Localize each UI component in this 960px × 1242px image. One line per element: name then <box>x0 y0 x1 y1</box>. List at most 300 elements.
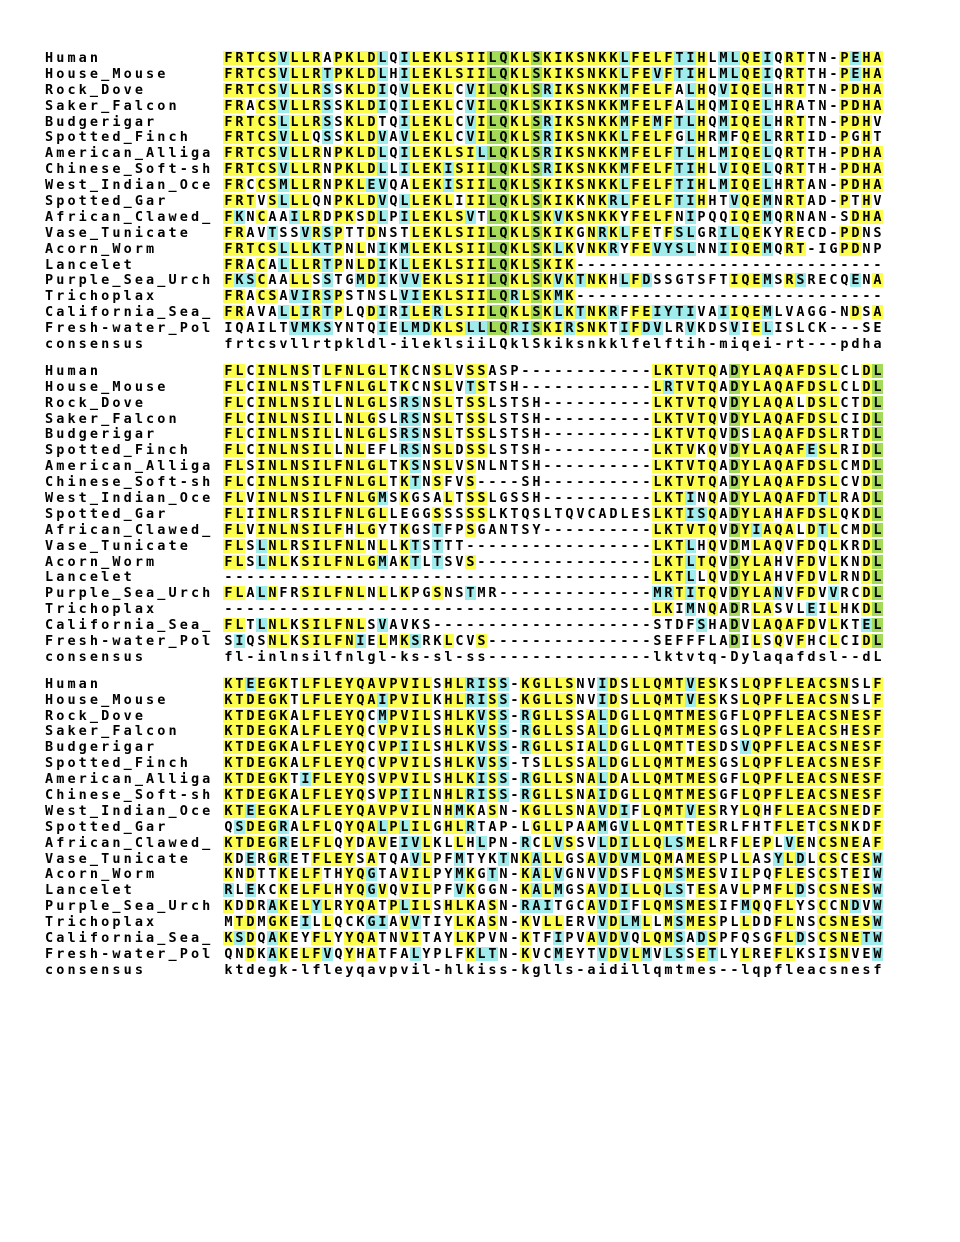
residue-cell: - <box>554 521 563 538</box>
residue-cell: L <box>829 505 838 522</box>
alignment-block-3 <box>45 676 883 978</box>
residue-cell: N <box>345 410 354 427</box>
residue-cell: I <box>741 320 750 337</box>
residue-cell: G <box>367 882 376 899</box>
residue-cell: A <box>873 272 882 289</box>
residue-cell: - <box>455 601 464 618</box>
residue-cell: - <box>598 426 607 443</box>
residue-cell: - <box>609 458 618 475</box>
sequence-label: consensus <box>45 961 147 978</box>
residue-cell: L <box>279 633 288 649</box>
residue-cell: D <box>818 224 827 241</box>
residue-cell: K <box>565 192 574 209</box>
residue-cell: L <box>422 802 431 819</box>
residue-cell: A <box>620 771 629 788</box>
residue-cell: I <box>477 161 486 178</box>
residue-cell: Q <box>708 489 717 506</box>
residue-cell: S <box>829 945 838 962</box>
residue-cell: l <box>444 335 453 352</box>
residue-cell: K <box>510 81 519 98</box>
residue-cell: S <box>466 553 475 570</box>
residue-cell: L <box>873 458 882 475</box>
residue-cell: - <box>466 537 475 554</box>
residue-cell: L <box>620 914 629 931</box>
residue-cell: D <box>609 675 618 692</box>
residue-cell: L <box>444 224 453 241</box>
alignment-row <box>45 617 883 633</box>
residue-cell: A <box>807 675 816 692</box>
residue-cell: I <box>730 866 739 883</box>
residue-cell: S <box>521 474 530 491</box>
residue-cell: N <box>587 224 596 241</box>
residue-cell: - <box>532 537 541 554</box>
residue-cell: Q <box>708 458 717 475</box>
alignment-row <box>45 930 883 946</box>
residue-cell: E <box>290 866 299 883</box>
residue-cell: L <box>301 145 310 162</box>
residue-cell: T <box>708 945 717 962</box>
residue-cell: F <box>675 633 684 649</box>
residue-cell: k <box>543 335 552 352</box>
residue-cell: I <box>851 633 860 649</box>
residue-cell: N <box>587 161 596 178</box>
residue-cell: K <box>433 691 442 708</box>
residue-cell: Y <box>378 521 387 538</box>
residue-cell: E <box>851 866 860 883</box>
residue-cell: S <box>477 505 486 522</box>
residue-cell: K <box>224 787 233 804</box>
residue-cell: - <box>774 335 783 352</box>
residue-cell: L <box>290 177 299 194</box>
residue-cell: K <box>235 272 244 289</box>
residue-cell: S <box>620 866 629 883</box>
residue-cell: - <box>510 723 519 740</box>
residue-cell: I <box>400 113 409 130</box>
residue-cell: L <box>323 850 332 867</box>
residue-cell: n <box>840 961 849 978</box>
residue-cell: F <box>774 691 783 708</box>
residue-cell: - <box>609 378 618 395</box>
residue-cell: E <box>752 320 761 337</box>
residue-cell: V <box>719 866 728 883</box>
residue-cell: T <box>477 208 486 225</box>
residue-cell: p <box>763 961 772 978</box>
residue-cell: D <box>730 426 739 443</box>
residue-cell: N <box>587 129 596 146</box>
residue-cell: Q <box>334 945 343 962</box>
residue-cell: V <box>378 787 387 804</box>
residue-cell: L <box>873 394 882 411</box>
residue-cell: M <box>224 914 233 931</box>
residue-cell: I <box>543 898 552 915</box>
residue-cell: A <box>807 723 816 740</box>
residue-cell: - <box>477 569 486 586</box>
residue-cell: L <box>653 442 662 459</box>
residue-cell: S <box>664 272 673 289</box>
residue-cell: N <box>587 320 596 337</box>
residue-cell: I <box>741 633 750 649</box>
residue-cell: L <box>411 113 420 130</box>
residue-cell: L <box>752 410 761 427</box>
residue-cell: F <box>334 489 343 506</box>
residue-cell: I <box>411 288 420 305</box>
residue-cell: S <box>862 320 871 337</box>
residue-cell: S <box>268 145 277 162</box>
residue-cell: V <box>719 537 728 554</box>
residue-cell: - <box>543 426 552 443</box>
residue-cell: A <box>719 882 728 899</box>
residue-cell: M <box>686 707 695 724</box>
residue-cell: L <box>653 537 662 554</box>
residue-cell: G <box>719 755 728 772</box>
sequence-label: Fresh-water_Pol <box>45 945 214 962</box>
residue-cell: - <box>631 378 640 395</box>
residue-cell: L <box>620 177 629 194</box>
residue-cell: L <box>521 256 530 273</box>
residue-cell: y <box>741 648 750 665</box>
residue-cell: R <box>510 288 519 305</box>
residue-cell: - <box>543 394 552 411</box>
residue-cell: R <box>279 850 288 867</box>
residue-cell: L <box>356 256 365 273</box>
residue-cell: K <box>224 739 233 756</box>
residue-cell: N <box>587 240 596 257</box>
residue-cell: D <box>818 129 827 146</box>
residue-cell: D <box>730 521 739 538</box>
residue-cell: N <box>840 882 849 899</box>
residue-cell: R <box>785 240 794 257</box>
residue-cell: N <box>818 177 827 194</box>
residue-cell: F <box>224 192 233 209</box>
residue-cell: K <box>279 707 288 724</box>
residue-cell: L <box>620 272 629 289</box>
residue-cell: R <box>543 113 552 130</box>
residue-cell: V <box>411 914 420 931</box>
residue-cell: T <box>796 161 805 178</box>
residue-cell: K <box>312 320 321 337</box>
residue-cell: F <box>873 818 882 835</box>
residue-cell: S <box>829 675 838 692</box>
residue-cell: T <box>851 426 860 443</box>
residue-cell: Y <box>741 553 750 570</box>
residue-cell: A <box>807 755 816 772</box>
residue-cell: E <box>290 882 299 899</box>
residue-cell: V <box>378 723 387 740</box>
residue-cell: S <box>301 553 310 570</box>
residue-cell: L <box>554 914 563 931</box>
residue-cell: - <box>631 648 640 665</box>
residue-cell: L <box>444 288 453 305</box>
residue-cell: L <box>235 442 244 459</box>
residue-cell: K <box>466 723 475 740</box>
residue-cell: - <box>510 648 519 665</box>
residue-cell: S <box>455 177 464 194</box>
residue-cell: L <box>378 208 387 225</box>
residue-cell: N <box>268 633 277 649</box>
residue-cell: E <box>257 771 266 788</box>
residue-cell: L <box>301 113 310 130</box>
residue-cell: A <box>785 378 794 395</box>
residue-cell: G <box>433 818 442 835</box>
residue-cell: i <box>257 648 266 665</box>
residue-cell: G <box>532 818 541 835</box>
residue-cell: P <box>334 177 343 194</box>
residue-cell: R <box>807 272 816 289</box>
residue-cell: S <box>455 585 464 602</box>
residue-cell: R <box>235 192 244 209</box>
residue-cell: D <box>862 802 871 819</box>
residue-cell: L <box>697 569 706 586</box>
residue-cell: G <box>268 771 277 788</box>
residue-cell: A <box>807 177 816 194</box>
residue-cell: Y <box>477 850 486 867</box>
residue-cell: V <box>378 177 387 194</box>
residue-cell: L <box>356 521 365 538</box>
residue-cell: E <box>257 802 266 819</box>
residue-cell: L <box>785 802 794 819</box>
residue-cell: F <box>334 553 343 570</box>
residue-cell: - <box>620 410 629 427</box>
residue-cell: - <box>510 914 519 931</box>
residue-cell: T <box>554 898 563 915</box>
residue-cell: a <box>763 648 772 665</box>
residue-cell: A <box>719 474 728 491</box>
residue-cell: L <box>301 81 310 98</box>
residue-cell: F <box>389 945 398 962</box>
residue-cell: L <box>378 505 387 522</box>
sequence-label: West_Indian_Oce <box>45 490 214 506</box>
residue-cell: L <box>422 787 431 804</box>
residue-cell: L <box>422 739 431 756</box>
residue-cell: F <box>224 65 233 82</box>
residue-cell: D <box>862 633 871 649</box>
residue-cell: S <box>829 739 838 756</box>
alignment-row <box>45 379 883 395</box>
residue-cell: Y <box>741 378 750 395</box>
residue-cell: S <box>675 224 684 241</box>
residue-cell: F <box>796 378 805 395</box>
residue-cell: Q <box>708 410 717 427</box>
residue-cell: q <box>741 335 750 352</box>
residue-cell: D <box>730 633 739 649</box>
residue-cell: - <box>752 256 761 273</box>
residue-cell: G <box>367 378 376 395</box>
residue-cell: R <box>235 65 244 82</box>
residue-cell: V <box>587 691 596 708</box>
residue-cell: Y <box>444 866 453 883</box>
residue-cell: S <box>532 177 541 194</box>
residue-cell: T <box>334 272 343 289</box>
residue-cell: - <box>543 601 552 618</box>
residue-cell: V <box>378 755 387 772</box>
residue-cell: L <box>752 633 761 649</box>
residue-cell: V <box>620 818 629 835</box>
residue-cell: - <box>642 256 651 273</box>
residue-cell: D <box>356 834 365 851</box>
residue-cell: P <box>455 521 464 538</box>
residue-cell: R <box>235 161 244 178</box>
residue-cell: Q <box>653 930 662 947</box>
residue-cell: S <box>433 362 442 379</box>
residue-cell: A <box>785 410 794 427</box>
residue-cell: V <box>455 362 464 379</box>
residue-cell: N <box>587 113 596 130</box>
residue-cell: I <box>257 442 266 459</box>
residue-cell: V <box>400 691 409 708</box>
residue-cell: L <box>554 818 563 835</box>
residue-cell: I <box>620 320 629 337</box>
residue-cell: E <box>642 97 651 114</box>
residue-cell: S <box>807 898 816 915</box>
residue-cell: - <box>620 489 629 506</box>
residue-cell: E <box>851 771 860 788</box>
residue-cell: S <box>488 771 497 788</box>
residue-cell: V <box>719 394 728 411</box>
residue-cell: E <box>752 224 761 241</box>
residue-cell: L <box>774 304 783 321</box>
residue-cell: L <box>323 633 332 649</box>
residue-cell: Y <box>664 240 673 257</box>
residue-cell: L <box>422 866 431 883</box>
residue-cell: - <box>862 256 871 273</box>
residue-cell: K <box>521 914 530 931</box>
residue-cell: S <box>708 914 717 931</box>
residue-cell: k <box>345 335 354 352</box>
residue-cell: E <box>422 113 431 130</box>
residue-cell: W <box>873 898 882 915</box>
residue-cell: - <box>829 320 838 337</box>
residue-cell: N <box>422 458 431 475</box>
residue-cell: L <box>345 304 354 321</box>
residue-cell: D <box>609 945 618 962</box>
residue-cell: V <box>697 304 706 321</box>
residue-cell: - <box>642 537 651 554</box>
residue-cell: N <box>708 240 717 257</box>
residue-cell: E <box>796 787 805 804</box>
residue-cell: K <box>224 930 233 947</box>
residue-cell: E <box>763 945 772 962</box>
residue-cell: K <box>433 288 442 305</box>
residue-cell: T <box>554 505 563 522</box>
residue-cell: P <box>389 675 398 692</box>
residue-cell: S <box>477 442 486 459</box>
residue-cell: L <box>686 113 695 130</box>
residue-cell: - <box>422 648 431 665</box>
residue-cell: S <box>323 113 332 130</box>
alignment-row <box>45 755 883 771</box>
residue-cell: L <box>235 505 244 522</box>
residue-cell: K <box>598 192 607 209</box>
residue-cell: C <box>268 882 277 899</box>
residue-cell: V <box>290 320 299 337</box>
residue-cell: L <box>873 537 882 554</box>
residue-cell: G <box>565 866 574 883</box>
residue-cell: V <box>400 617 409 634</box>
residue-cell: - <box>565 442 574 459</box>
residue-cell: F <box>224 426 233 443</box>
residue-cell: h <box>862 335 871 352</box>
residue-cell: R <box>675 320 684 337</box>
residue-cell: - <box>576 553 585 570</box>
residue-cell: - <box>510 802 519 819</box>
residue-cell: Q <box>708 585 717 602</box>
residue-cell: E <box>367 177 376 194</box>
residue-cell: Q <box>356 787 365 804</box>
residue-cell: L <box>796 320 805 337</box>
residue-cell: E <box>334 802 343 819</box>
residue-cell: - <box>609 426 618 443</box>
residue-cell: D <box>246 755 255 772</box>
residue-cell: Q <box>741 224 750 241</box>
residue-cell: L <box>455 739 464 756</box>
residue-cell: Q <box>774 410 783 427</box>
residue-cell: S <box>565 771 574 788</box>
residue-cell: L <box>477 320 486 337</box>
residue-cell: A <box>246 304 255 321</box>
residue-cell: L <box>785 882 794 899</box>
residue-cell: L <box>290 113 299 130</box>
residue-cell: L <box>301 256 310 273</box>
residue-cell: V <box>279 81 288 98</box>
residue-cell: S <box>356 850 365 867</box>
residue-cell: M <box>763 240 772 257</box>
residue-cell: G <box>268 739 277 756</box>
residue-cell: Y <box>741 521 750 538</box>
residue-cell: S <box>334 97 343 114</box>
residue-cell: N <box>587 177 596 194</box>
residue-cell: N <box>587 208 596 225</box>
alignment-row <box>45 426 883 442</box>
residue-cell: F <box>378 442 387 459</box>
residue-cell: N <box>675 208 684 225</box>
residue-cell: C <box>246 442 255 459</box>
residue-cell: - <box>620 521 629 538</box>
residue-cell: L <box>488 320 497 337</box>
residue-cell: F <box>631 240 640 257</box>
residue-cell: L <box>543 755 552 772</box>
residue-cell: H <box>444 787 453 804</box>
residue-cell: C <box>829 898 838 915</box>
residue-cell: - <box>356 601 365 618</box>
residue-cell: L <box>279 521 288 538</box>
residue-cell: L <box>444 129 453 146</box>
residue-cell: P <box>763 755 772 772</box>
residue-cell: N <box>268 521 277 538</box>
residue-cell: L <box>422 691 431 708</box>
residue-cell: S <box>675 945 684 962</box>
residue-cell: V <box>686 410 695 427</box>
residue-cell: C <box>257 145 266 162</box>
residue-cell: S <box>488 802 497 819</box>
residue-cell: E <box>851 272 860 289</box>
residue-cell: P <box>840 145 849 162</box>
residue-cell: L <box>521 288 530 305</box>
residue-cell: S <box>576 834 585 851</box>
residue-cell: K <box>521 850 530 867</box>
residue-cell: S <box>301 537 310 554</box>
residue-cell: C <box>257 129 266 146</box>
residue-cell: L <box>455 707 464 724</box>
residue-cell: R <box>257 898 266 915</box>
residue-cell: E <box>334 787 343 804</box>
residue-cell: - <box>532 378 541 395</box>
residue-cell: I <box>301 304 310 321</box>
residue-cell: Q <box>499 256 508 273</box>
residue-cell: L <box>543 771 552 788</box>
residue-cell: V <box>686 442 695 459</box>
residue-cell: - <box>532 617 541 634</box>
residue-cell: D <box>851 113 860 130</box>
